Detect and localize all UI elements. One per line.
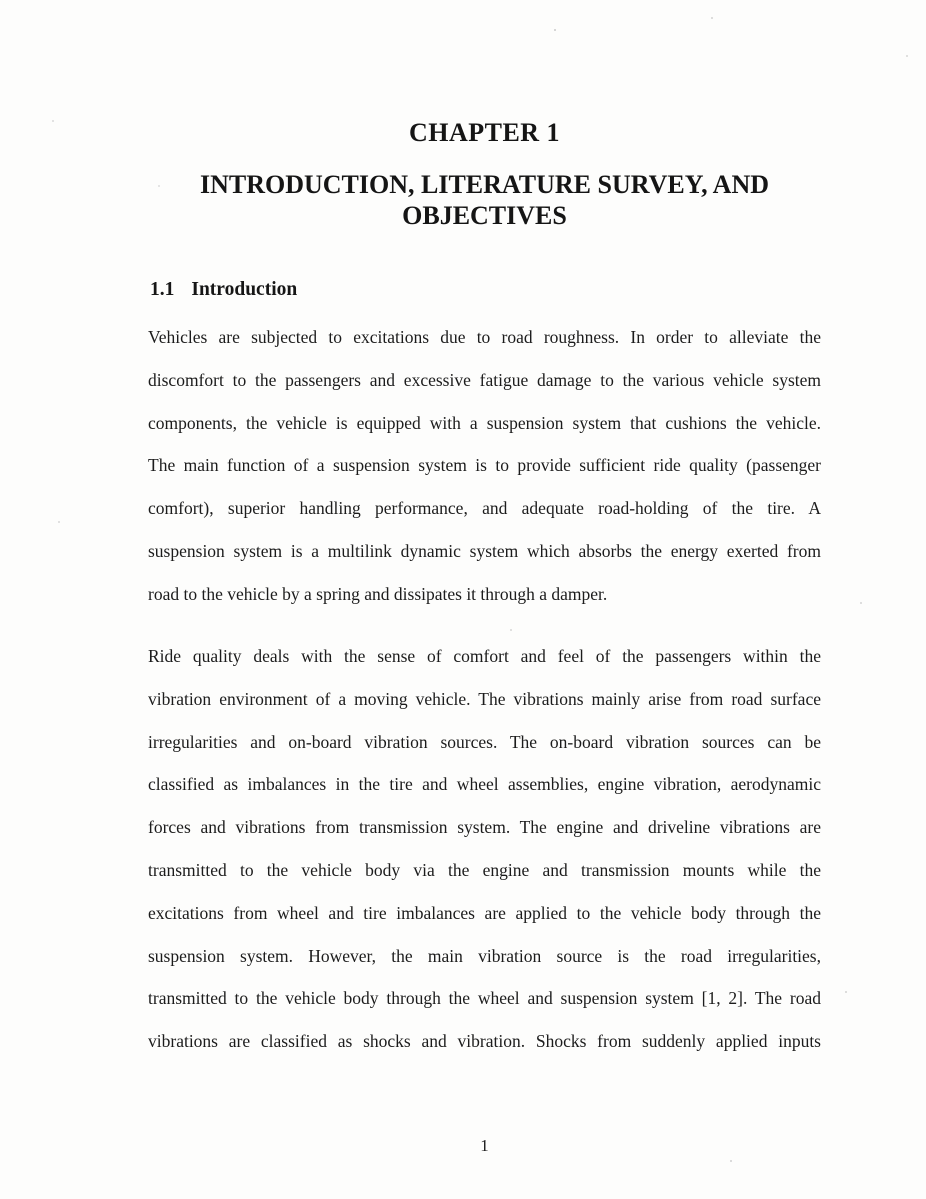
text-line: suspension system is a multilink dynamic system which absorbs the energy exerted from (148, 540, 821, 561)
page-number: 1 (480, 1136, 489, 1155)
text-line: discomfort to the passengers and excessive fatigue damage to the various vehicle system (148, 369, 821, 390)
paragraph-2 (148, 635, 821, 1063)
text-line: vibrations are classified as shocks and vibration. Shocks from suddenly applied inputs (148, 1031, 821, 1052)
text-line: classified as imbalances in the tire and wheel assemblies, engine vibration, aerodynamic (148, 774, 821, 795)
text-line: irregularities and on-board vibration sources. The on-board vibration sources can be (148, 731, 821, 752)
section-number: 1.1 (150, 279, 175, 300)
text-line: vibration environment of a moving vehicle. The vibrations mainly arise from road surface (148, 688, 821, 709)
text-line: comfort), superior handling performance, and adequate road-holding of the tire. A (148, 498, 821, 519)
text-line: transmitted to the vehicle body through the wheel and suspension system [1, 2]. The road (148, 988, 821, 1009)
text-line: excitations from wheel and tire imbalances are applied to the vehicle body through the (148, 902, 821, 923)
chapter-subtitle (148, 169, 821, 231)
section-title: Introduction (191, 279, 298, 300)
text-line: Vehicles are subjected to excitations due to road roughness. In order to alleviate the (148, 327, 821, 347)
chapter-subtitle-line1: INTRODUCTION, LITERATURE SURVEY, AND (199, 170, 770, 199)
text-line: Ride quality deals with the sense of comfort and feel of the passengers within the (148, 646, 821, 666)
page-content (148, 0, 821, 1199)
text-line: forces and vibrations from transmission system. The engine and driveline vibrations are (148, 817, 821, 838)
text-line: road to the vehicle by a spring and dissipates it through a damper. (148, 583, 608, 604)
chapter-subtitle-line2: OBJECTIVES (402, 201, 567, 230)
section-heading (150, 279, 297, 301)
text-line: suspension system. However, the main vibration source is the road irregularities, (148, 945, 821, 966)
text-line: components, the vehicle is equipped with a suspension system that cushions the vehicle. (148, 412, 821, 433)
text-line: transmitted to the vehicle body via the engine and transmission mounts while the (148, 859, 821, 880)
text-line: The main function of a suspension system is to provide sufficient ride quality (passenger (148, 455, 821, 476)
paragraph-1 (148, 316, 821, 616)
chapter-title: CHAPTER 1 (408, 118, 561, 147)
